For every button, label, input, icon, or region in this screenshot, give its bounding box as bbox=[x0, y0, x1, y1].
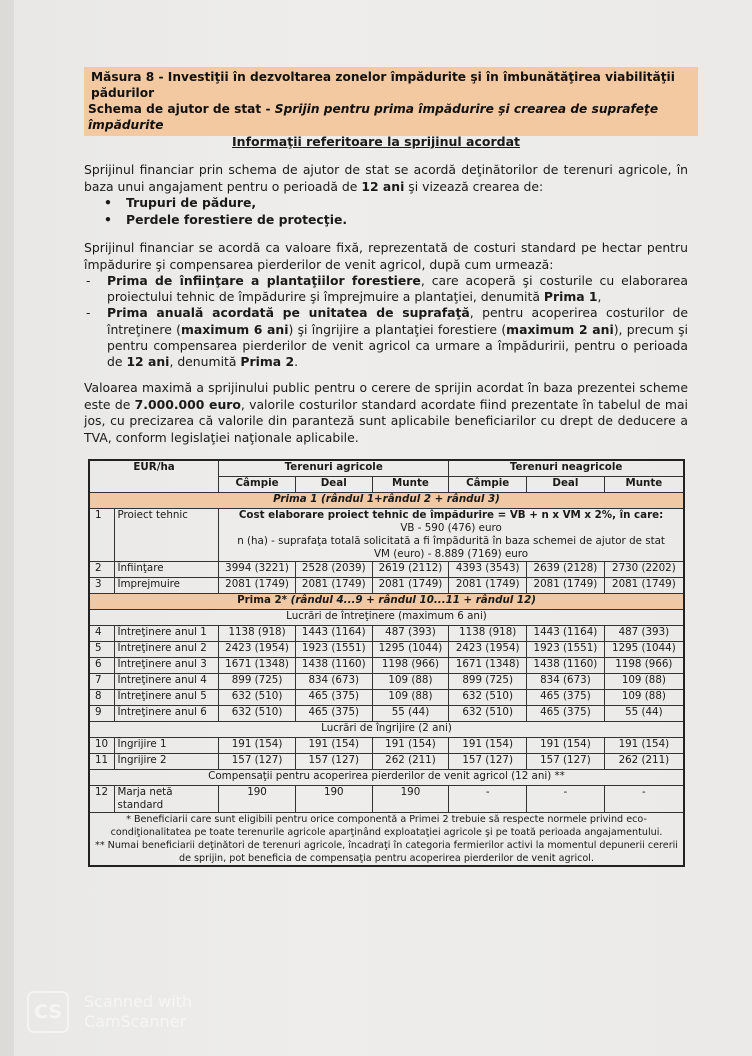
value-cell: 465 (375) bbox=[527, 690, 605, 706]
formula-line: VB - 590 (476) euro bbox=[400, 522, 502, 534]
row-label: Îngrijire 2 bbox=[115, 754, 219, 770]
dash2-text-2: ) şi îngrijire a plantaţiei forestiere ( bbox=[288, 321, 507, 337]
group-header-non-agricultural: Terenuri neagricole bbox=[449, 460, 684, 477]
maintenance-heading: Lucrări de întreţinere (maximum 6 ani) bbox=[89, 610, 684, 626]
value-cell: 190 bbox=[295, 786, 372, 813]
value-cell: 1295 (1044) bbox=[372, 642, 449, 658]
value-cell: 1671 (1348) bbox=[219, 658, 296, 674]
value-cell: 1295 (1044) bbox=[604, 642, 684, 658]
row-label: Întreţinere anul 3 bbox=[115, 658, 219, 674]
table-row bbox=[89, 509, 684, 562]
dash2-bold-5: Prima 2 bbox=[240, 354, 295, 370]
paragraph-3 bbox=[84, 380, 688, 446]
column-header: Deal bbox=[295, 477, 372, 493]
dash2-bold-2: maximum 6 ani bbox=[180, 321, 289, 337]
dash1-text-1: , care acoperă şi costurile cu elaborarea proiectului tehnic de împădurire şi împrejmuire a plantaţiei, denumită bbox=[107, 273, 688, 305]
table-row bbox=[89, 738, 684, 754]
subsection-row bbox=[89, 770, 684, 786]
dash2-text-5: . bbox=[294, 354, 299, 370]
value-cell: 55 (44) bbox=[372, 706, 449, 722]
prima-1-text: Prima 1 (rândul 1+rândul 2 + rândul 3) bbox=[273, 493, 500, 505]
table-row bbox=[89, 578, 684, 594]
section-row-prima-2 bbox=[89, 594, 684, 610]
value-cell: 1198 (966) bbox=[604, 658, 684, 674]
value-cell: 465 (375) bbox=[295, 706, 372, 722]
row-label: Întreţinere anul 5 bbox=[115, 690, 219, 706]
row-label: Proiect tehnic bbox=[115, 509, 219, 562]
value-cell: 2081 (1749) bbox=[527, 578, 605, 594]
table-row bbox=[89, 690, 684, 706]
value-cell: 899 (725) bbox=[219, 674, 296, 690]
row-number: 10 bbox=[89, 738, 115, 754]
column-header: Munte bbox=[604, 477, 684, 493]
row-label: Întreţinere anul 4 bbox=[115, 674, 219, 690]
dash2-text-3: ), precum şi pentru compensarea pierderilor de venit agricol ca urmare a împăduririi, pentru o perioada de bbox=[107, 321, 688, 370]
value-cell: 2639 (2128) bbox=[527, 562, 605, 578]
value-cell: 190 bbox=[372, 786, 449, 813]
row-number: 7 bbox=[89, 674, 115, 690]
value-cell: 55 (44) bbox=[604, 706, 684, 722]
row-number: 1 bbox=[89, 509, 115, 562]
value-cell: 191 (154) bbox=[219, 738, 296, 754]
group-header-agricultural: Terenuri agricole bbox=[219, 460, 449, 477]
para3-text-a: Valoarea maximă a sprijinului public pentru o cerere de sprijin acordat în baza prezentei scheme este de bbox=[84, 380, 688, 412]
value-cell: - bbox=[604, 786, 684, 813]
value-cell: 834 (673) bbox=[295, 674, 372, 690]
row-number: 4 bbox=[89, 626, 115, 642]
value-cell: 191 (154) bbox=[604, 738, 684, 754]
table-row bbox=[89, 642, 684, 658]
column-header: Câmpie bbox=[219, 477, 296, 493]
section-title: Informaţii referitoare la sprijinul acordat bbox=[232, 134, 520, 149]
dash2-bold-1: Prima anuală acordată pe unitatea de suprafaţă bbox=[107, 305, 470, 321]
care-heading: Lucrări de îngrijire (2 ani) bbox=[89, 722, 684, 738]
watermark-line-1: Scanned with bbox=[84, 992, 193, 1011]
row-label: Întreţinere anul 6 bbox=[115, 706, 219, 722]
value-cell: 191 (154) bbox=[527, 738, 605, 754]
value-cell: 2081 (1749) bbox=[604, 578, 684, 594]
value-cell: 2619 (2112) bbox=[372, 562, 449, 578]
dash1-text-2: , bbox=[597, 289, 602, 305]
value-cell: 632 (510) bbox=[219, 706, 296, 722]
row-number: 3 bbox=[89, 578, 115, 594]
value-cell: 1923 (1551) bbox=[527, 642, 605, 658]
value-cell: 487 (393) bbox=[372, 626, 449, 642]
table-row bbox=[89, 786, 684, 813]
value-cell: 190 bbox=[219, 786, 296, 813]
value-cell: 1438 (1160) bbox=[295, 658, 372, 674]
value-cell: 1138 (918) bbox=[449, 626, 527, 642]
camscanner-watermark bbox=[27, 991, 207, 1041]
value-cell: 109 (88) bbox=[604, 690, 684, 706]
table-row bbox=[89, 562, 684, 578]
value-cell: 109 (88) bbox=[604, 674, 684, 690]
value-cell: 1198 (966) bbox=[372, 658, 449, 674]
subsection-row bbox=[89, 722, 684, 738]
dash-item-prima-1 bbox=[84, 273, 688, 305]
value-cell: 465 (375) bbox=[527, 706, 605, 722]
para1-bold: 12 ani bbox=[361, 178, 405, 194]
value-cell: 109 (88) bbox=[372, 690, 449, 706]
table-row bbox=[89, 754, 684, 770]
row-number: 6 bbox=[89, 658, 115, 674]
value-cell: 1671 (1348) bbox=[449, 658, 527, 674]
footnote-2: ** Numai beneficiarii deţinători de terenuri agricole, încadraţi în categoria fermierilor activi la momentul depunerii cererii de sprijin, pot beneficia de compensaţia pentru acoperirea pierderilor de venit agricol. bbox=[95, 840, 678, 864]
value-cell: 2081 (1749) bbox=[372, 578, 449, 594]
subsection-row bbox=[89, 610, 684, 626]
table-row bbox=[89, 626, 684, 642]
header-line-2-prefix: Schema de ajutor de stat - bbox=[88, 102, 275, 116]
row-number: 12 bbox=[89, 786, 115, 813]
formula-line: Cost elaborare proiect tehnic de împădurire = VB + n x VM x 2%, în care: bbox=[238, 509, 664, 521]
row-label: Împrejmuire bbox=[115, 578, 219, 594]
bullet-item: • Perdele forestiere de protecţie. bbox=[104, 212, 347, 229]
value-cell: 2081 (1749) bbox=[219, 578, 296, 594]
formula-line: n (ha) - suprafaţa totală solicitată a fi împădurită în baza schemei de ajutor de stat bbox=[237, 535, 665, 547]
row-number: 8 bbox=[89, 690, 115, 706]
value-cell: 2081 (1749) bbox=[449, 578, 527, 594]
value-cell: 4393 (3543) bbox=[449, 562, 527, 578]
measure-header bbox=[84, 67, 698, 136]
camscanner-logo-icon: CS bbox=[27, 991, 69, 1033]
value-cell: 1443 (1164) bbox=[527, 626, 605, 642]
value-cell: 2423 (1954) bbox=[449, 642, 527, 658]
value-cell: 487 (393) bbox=[604, 626, 684, 642]
section-row-prima-1 bbox=[89, 493, 684, 509]
prima-2-rows: (rândul 4...9 + rândul 10...11 + rândul 12) bbox=[290, 594, 536, 606]
row-label: Marja netă standard bbox=[115, 786, 219, 813]
dash2-text-1: , pentru acoperirea costurilor de întreţinere ( bbox=[107, 305, 688, 337]
compensation-heading: Compensaţii pentru acoperirea pierderilor de venit agricol (12 ani) ** bbox=[89, 770, 684, 786]
footnote-row bbox=[89, 813, 684, 867]
value-cell: 899 (725) bbox=[449, 674, 527, 690]
value-cell: 1443 (1164) bbox=[295, 626, 372, 642]
column-header: Munte bbox=[372, 477, 449, 493]
header-line-2 bbox=[88, 101, 694, 133]
value-cell: 2081 (1749) bbox=[295, 578, 372, 594]
value-cell: 834 (673) bbox=[527, 674, 605, 690]
dash2-bold-3: maximum 2 ani bbox=[506, 321, 614, 337]
value-cell: 2730 (2202) bbox=[604, 562, 684, 578]
table-row bbox=[89, 706, 684, 722]
bullet-list bbox=[104, 195, 347, 228]
value-cell: 632 (510) bbox=[449, 690, 527, 706]
value-cell: 632 (510) bbox=[449, 706, 527, 722]
para1-text-a: Sprijinul financiar prin schema de ajutor de stat se acordă deţinătorilor de terenuri agricole, în baza unui angajament pentru o perioadă de bbox=[84, 162, 688, 194]
dash1-bold-2: Prima 1 bbox=[543, 289, 598, 305]
value-cell: 2423 (1954) bbox=[219, 642, 296, 658]
project-formula-cell bbox=[219, 509, 684, 562]
prima-2-heading bbox=[89, 594, 684, 610]
row-number: 2 bbox=[89, 562, 115, 578]
table-row bbox=[89, 674, 684, 690]
row-label: Întreţinere anul 1 bbox=[115, 626, 219, 642]
table-header-row bbox=[89, 460, 684, 477]
value-cell: 157 (127) bbox=[527, 754, 605, 770]
value-cell: 191 (154) bbox=[449, 738, 527, 754]
value-cell: 465 (375) bbox=[295, 690, 372, 706]
column-header: Câmpie bbox=[449, 477, 527, 493]
value-cell: 1923 (1551) bbox=[295, 642, 372, 658]
value-cell: 109 (88) bbox=[372, 674, 449, 690]
cost-table bbox=[88, 459, 685, 867]
value-cell: - bbox=[527, 786, 605, 813]
row-number: 9 bbox=[89, 706, 115, 722]
paragraph-2: Sprijinul financiar se acordă ca valoare fixă, reprezentată de costuri standard pe hectar pentru împădurire şi compensarea pierderilor de venit agricol, după cum urmează: bbox=[84, 240, 688, 272]
value-cell: - bbox=[449, 786, 527, 813]
dash-item-prima-2 bbox=[84, 305, 688, 370]
header-line-1: Măsura 8 - Investiţii în dezvoltarea zonelor împădurite şi în îmbunătăţirea viabilităţii pădurilor bbox=[91, 70, 675, 100]
watermark-line-2: CamScanner bbox=[84, 1012, 187, 1031]
formula-line: VM (euro) - 8.889 (7169) euro bbox=[374, 548, 529, 560]
row-number: 11 bbox=[89, 754, 115, 770]
para3-bold: 7.000.000 euro bbox=[134, 396, 241, 412]
value-cell: 157 (127) bbox=[219, 754, 296, 770]
dash1-bold-1: Prima de înfiinţare a plantaţiilor forestiere bbox=[107, 273, 421, 288]
value-cell: 191 (154) bbox=[372, 738, 449, 754]
paragraph-1 bbox=[84, 162, 688, 195]
dash2-bold-4: 12 ani bbox=[126, 354, 170, 370]
prima-2-label: Prima 2* bbox=[237, 594, 291, 606]
table-row bbox=[89, 658, 684, 674]
value-cell: 191 (154) bbox=[295, 738, 372, 754]
value-cell: 157 (127) bbox=[449, 754, 527, 770]
row-label: Îngrijire 1 bbox=[115, 738, 219, 754]
column-header: Deal bbox=[527, 477, 605, 493]
para1-text-c: şi vizează crearea de: bbox=[404, 178, 544, 194]
value-cell: 2528 (2039) bbox=[295, 562, 372, 578]
header-line-2-italic: Sprijin pentru prima împădurire şi crearea de suprafeţe împădurite bbox=[88, 102, 659, 132]
value-cell: 157 (127) bbox=[295, 754, 372, 770]
row-number: 5 bbox=[89, 642, 115, 658]
footnotes-cell bbox=[89, 813, 684, 867]
watermark-text bbox=[84, 992, 192, 1032]
value-cell: 632 (510) bbox=[219, 690, 296, 706]
footnote-1: * Beneficiarii care sunt eligibili pentru orice componentă a Primei 2 trebuie să respecte normele privind eco-condiţionalitatea pe toate terenurile agricole aparţinând exploataţiei agricole şi pe toată perioada angajamentului. bbox=[110, 814, 663, 838]
table-corner-header: EUR/ha bbox=[89, 460, 219, 493]
value-cell: 1438 (1160) bbox=[527, 658, 605, 674]
value-cell: 1138 (918) bbox=[219, 626, 296, 642]
value-cell: 3994 (3221) bbox=[219, 562, 296, 578]
row-label: Înfiinţare bbox=[115, 562, 219, 578]
row-label: Întreţinere anul 2 bbox=[115, 642, 219, 658]
para3-text-c: , valorile costurilor standard acordate fiind prezentate în tabelul de mai jos, cu precizarea că valorile din paranteză sunt aplicabile beneficiarilor cu drept de deducere a TVA, conform legislaţiei naţionale aplicabile. bbox=[84, 396, 688, 445]
value-cell: 262 (211) bbox=[372, 754, 449, 770]
value-cell: 262 (211) bbox=[604, 754, 684, 770]
dash2-text-4: , denumită bbox=[169, 354, 241, 370]
dash-list bbox=[84, 273, 688, 370]
bullet-item: • Trupuri de pădure, bbox=[104, 195, 347, 212]
prima-1-heading bbox=[89, 493, 684, 509]
